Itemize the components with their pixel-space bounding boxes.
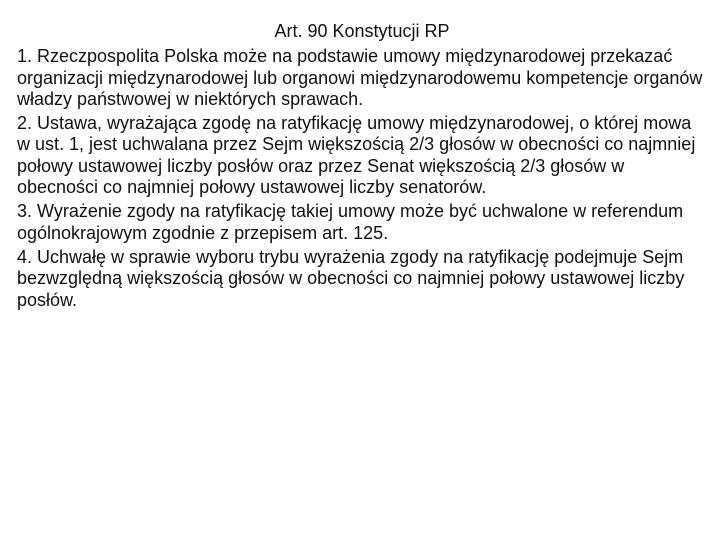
- paragraph-1: 1. Rzeczpospolita Polska może na podstawie umowy międzynarodowej przekazać organizacji międzynarodowej lub organowi międzynarodowemu kompetencje organów władzy państwowej w niektórych sprawach.: [17, 46, 703, 109]
- paragraph-2: 2. Ustawa, wyrażająca zgodę na ratyfikację umowy międzynarodowej, o której mowa w ust. 1, jest uchwalana przez Sejm większością 2/3 głosów w obecności co najmniej połowy ustawowej liczby posłów oraz przez Senat większością 2/3 głosów w obecności co najmniej połowy ustawowej liczby senatorów.: [17, 113, 696, 198]
- paragraph-3: 3. Wyrażenie zgody na ratyfikację takiej umowy może być uchwalone w referendum ogólnokrajowym zgodnie z przepisem art. 125.: [17, 201, 684, 243]
- paragraph-4: 4. Uchwałę w sprawie wyboru trybu wyrażenia zgody na ratyfikację podejmuje Sejm bezwzględną większością głosów w obecności co najmniej połowy ustawowej liczby posłów.: [17, 246, 685, 310]
- article-title: Art. 90 Konstytucji RP: [274, 21, 450, 41]
- text-block: [17, 21, 707, 314]
